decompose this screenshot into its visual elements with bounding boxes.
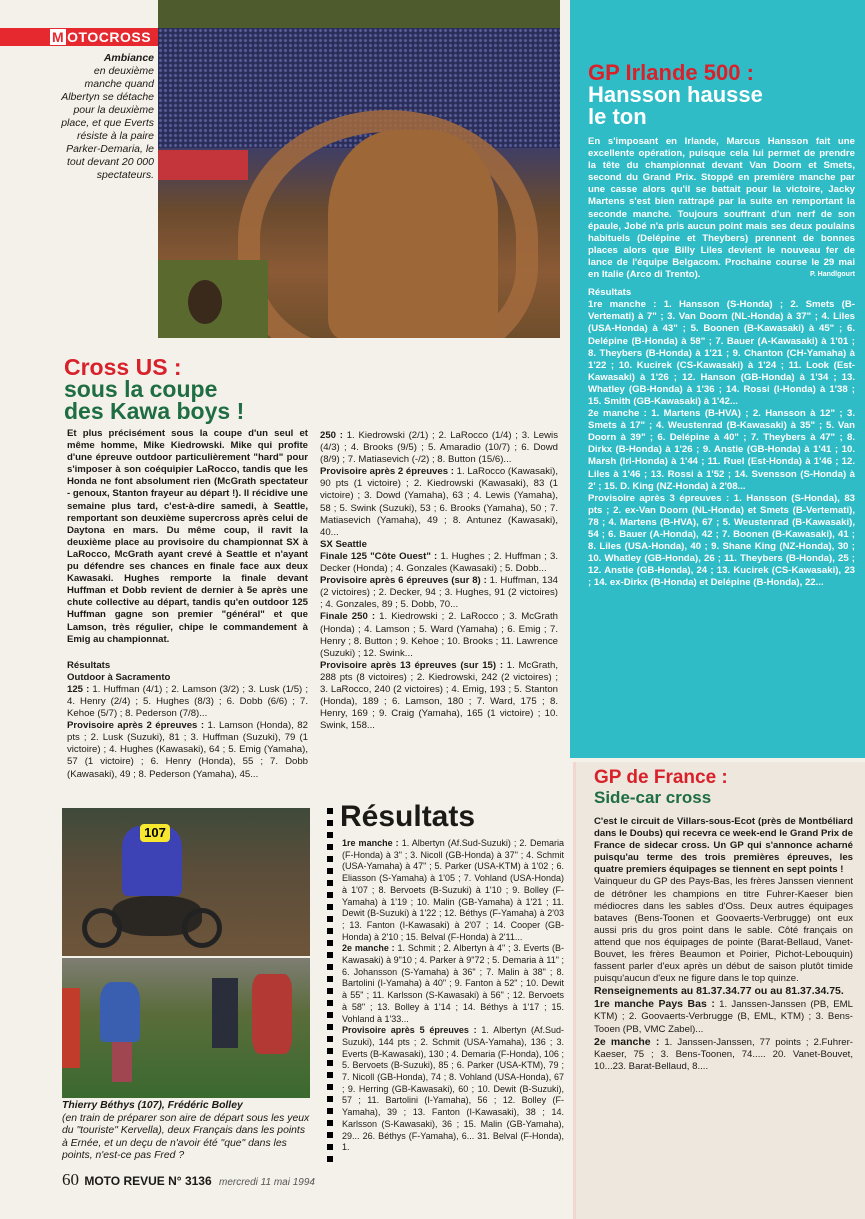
cross-us-f125-label: Finale 125 "Côte Ouest" : — [320, 550, 438, 562]
cross-us-prov125-text: 1. Lamson (Honda), 82 pts ; 2. Lusk (Suzuki), 81 ; 3. Huffman (Suzuki), 79 (1 victoire) ; 4. Hughes (Kawasaki), 64 ; 5. Emig (Yamaha), 57 (1 victoire) ; 6. Henry (Honda), 55 ; 7. Dobb (Kawasaki), 49 ; 8. Pederson (Yamaha), 45... — [67, 720, 308, 780]
magazine-name: MOTO REVUE N° — [84, 1174, 182, 1188]
resultats-title: Résultats — [340, 800, 476, 833]
cross-us-f250-label: Finale 250 : — [320, 611, 376, 623]
resultats-prov — [342, 1025, 564, 1154]
resultats-m1-text: 1. Albertyn (Af.Sud-Suzuki) ; 2. Demaria (F-Honda) à 3" ; 3. Nicoll (GB-Honda) à 37" ; 4. Schmit (USA-Yamaha) à 47" ; 5. Parker (USA-KTM) à 1'02 ; 6. Eliasson (S-Yamaha) à 1'05 ; 7. Vohland (USA-Honda) à 1'07 ; 8. Bervoets (B-Suzuki) à 1'10 ; 9. Bolley (F-Yamaha) à 1'19 ; 10. Malin (GB-Yamaha) à 1'21 ; 11. Dewit (B-Suzuki) à 1'22 ; 12. Béthys (F-Yamaha) à 2'03 ; 13. Fanton (I-Kawasaki) à 2'07 ; 14. Cooper (GB-Honda) à 2'10 ; 15. Belval (F-Honda) à 2'11... — [342, 838, 564, 942]
gp-france-m2-text: 1. Janssen-Janssen, 77 points ; 2.Fuhrer-Kaeser, 75 ; 3. Bens-Toonen, 74..... 20. Vanet-Bouvet, 10...23. Barat-Bellaud, 8.... — [594, 1036, 853, 1072]
resultats-m2-text: 1. Schmit ; 2. Albertyn à 4" ; 3. Everts (B-Kawasaki) à 9"10 ; 4. Parker à 9"72 ; 5. Demaria à 11" ; 6. Johansson (S-Yamaha) à 36" ; 7. Malin à 38" ; 8. Bartolini (I-Yamaha) à 40" ; 9. Fanton à 52" ; 10. Dewit à 55" ; 11. Karlsson (S-Kawasaki) à 56" ; 12. Bervoets à 58" ; 13. Bolley à 1'14 ; 14. Béthys à 1'17 ; 15. Vohland à 1'33... — [342, 943, 564, 1024]
gp-irlande-title-3: le ton — [588, 104, 647, 129]
cross-us-250-text: 1. Kiedrowski (2/1) ; 2. LaRocco (1/4) ; 3. Lewis (4/3) ; 4. Brooks (9/5) ; 5. Amaradio (10/7) ; 6. Dowd (8/9) ; 7. Matiasevich (-/2) ; 8. Button (15/6)... — [320, 430, 558, 466]
cross-us-250-label: 250 : — [320, 430, 343, 441]
section-tag-label: OTOCROSS — [67, 29, 152, 45]
section-tag-initial: M — [52, 29, 65, 45]
cross-us-250 — [320, 430, 558, 466]
resultats-m1 — [342, 838, 564, 943]
cross-us-prov13 — [320, 660, 558, 733]
gp-france-m1-text: 1. Janssen-Janssen (PB, EML KTM) ; 2. Goovaerts-Verbrugge (B, EML, KTM) ; 3. Bens-Tooen (PB, VMC Zabel)... — [594, 999, 853, 1035]
caption-text: en deuxième manche quand Albertyn se détache pour la deuxième place, et que Everts résiste à la paire Parker-Demaria, le tout devant 20 000 spectateurs. — [61, 65, 154, 181]
gp-irlande-prov-text: 1. Hansson (S-Honda), 83 pts ; 2. ex-Van Doorn (NL-Honda) et Smets (B-Vertemati), 78 ; 4. Martens (B-HVA), 67 ; 5. Weustenrad (B-Kawasaki), 54 ; 6. Bauer (A-Honda), 42 ; 7. Boonen (B-Kawasaki), 41 ; 8. Liles (USA-Honda), 40 ; 9. Shane King (NZ-Honda), 30 ; 10. Whatley (GB-Honda), 26 ; 11. Theybers (B-Honda), 25 ; 12. Anstie (GB-Honda), 24 ; 13. Kucirek (CS-Kawasaki), 23 ; 14. ex-Dirkx (B-Honda) et Delépine (B-Honda), 22... — [588, 492, 855, 589]
cross-us-125 — [67, 684, 308, 720]
resultats-checker — [327, 808, 333, 1168]
gp-irlande-signature: P. Handlgourt — [810, 271, 855, 279]
resultats-prov-text: 1. Albertyn (Af.Sud-Suzuki), 144 pts ; 2. Schmit (USA-Yamaha), 136 ; 3. Everts (B-Kawasaki), 130 ; 4. Demaria (F-Honda), 106 ; 5. Bervoets (B-Suzuki), 85 ; 6. Parker (USA-KTM), 79 ; 7. Nicoll (GB-Honda), 74 ; 8. Vohland (USA-Honda), 67 ; 9. Herring (GB-Kawasaki), 60 ; 10. Dewit (B-Suzuki), 57 ; 11. Bartolini (I-Yamaha), 56 ; 12. Bolley (F-Yamaha), 39 ; 13. Fanton (I-Kawasaki), 38 ; 14. Karlsson (S-Kawasaki), 36 ; 15. Malin (GB-Yamaha), 29... 26. Béthys (F-Yamaha), 6... 31. Belval (F-Honda), 1. — [342, 1025, 564, 1153]
cross-us-prov6-text: 1. Huffman, 134 (2 victoires) ; 2. Decker, 94 ; 3. Hughes, 91 (2 victoires) ; 4. Gonzales, 89 ; 5. Dobb, 70... — [320, 575, 558, 611]
cross-us-f125-text: 1. Hughes ; 2. Huffman ; 3. Decker (Honda) ; 4. Gonzales (Kawasaki) ; 5. Dobb... — [320, 550, 558, 575]
resultats-prov-label: Provisoire après 5 épreuves : — [342, 1025, 477, 1036]
gp-france-phone: Renseignements au 81.37.34.77 ou au 81.37.34.75. — [594, 985, 844, 998]
gp-france-intro: C'est le circuit de Villars-sous-Ecot (près de Montbéliard dans le Doubs) qui recevra ce week-end le Grand Prix de France de sidecar cross. Un GP qui s'annonce acharné puisqu'au terme des trois premières épreuves, les quatre premiers équipages se tiennent en sept points ! — [594, 816, 853, 876]
gp-france-para2: Vainqueur du GP des Pays-Bas, les frères Janssen viennent de détrôner les champions en titre Fuhrer-Kaeser bien médiocres dans les sables d'Oss. Deux autres équipages bataves (Bens-Toonen et Goovaerts-Verbrugge) ont eux aussi pris du gros point dans le sable. Côté français on attend que nos équipages de pointe (Barat-Bellaud, Vanet-Bouvet, les frères Beaumon et Poirier, Pichot-Lebouquin) fassent parler d'eux après un début de saison plutôt timide puisqu'aucun d'eux ne figure dans le top quinze. — [594, 876, 853, 985]
gp-france-title-1: GP de France : — [594, 767, 728, 788]
cross-us-prov6-label: Provisoire après 6 épreuves (sur 8) : — [320, 575, 487, 587]
footer — [62, 1170, 562, 1190]
gp-irlande-m2 — [588, 408, 855, 493]
cross-us-title-2: sous la coupe — [64, 376, 218, 402]
issue-date: mercredi 11 mai 1994 — [219, 1177, 315, 1188]
gp-irlande-m2-label: 2e manche : — [588, 408, 647, 420]
cross-us-prov6 — [320, 575, 558, 611]
cross-us-prov13-text: 1. McGrath, 288 pts (8 victoires) ; 2. Kiedrowski, 242 (2 victoires) ; 3. LaRocco, 240 (2 victoires) ; 4. Emig, 193 ; 5. Stanton (Honda), 189 ; 6. Lamson, 180 ; 7. Ward, 175 ; 8. Henry, 169 ; 9. Craig (Yamaha), 165 (1 victoire) ; 10. Swink, 158... — [320, 659, 558, 732]
gp-irlande-m1-text: 1. Hansson (S-Honda) ; 2. Smets (B-Vertemati) à 7" ; 3. Van Doorn (NL-Honda) à 37" ; 4. Liles (USA-Honda) à 43" ; 5. Boonen (B-Kawasaki) à 45" ; 6. Delépine (B-Honda) à 58" ; 7. Bauer (A-Kawasaki) à 1'01 ; 8. Theybers (B-Honda) à 1'21 ; 9. Chanton (CH-Yamaha) à 1'22 ; 10. Kucirek (CS-Kawasaki) à 1'24 ; 11. Look (Est-Kawasaki) à 1'26 ; 12. Hanson (GB-Honda) à 1'34 ; 13. Whatley (GB-Honda) à 1'36 ; 14. Rossi (I-Honda) à 1'38 ; 15. Smith (GB-Kawasaki) à 1'42... — [588, 299, 855, 407]
resultats-block — [342, 800, 564, 1154]
gp-irlande-m2-text: 1. Martens (B-HVA) ; 2. Hansson à 12" ; 3. Smets à 17" ; 4. Weustenrad (B-Kawasaki) à 35" ; 5. Van Doorn à 39" ; 6. Delépine à 40" ; 7. Theybers à 47" ; 8. Dirkx (B-Honda) à 1'26 ; 9. Anstie (GB-Honda) à 1'41 ; 10. Marsh (Irl-Honda) à 1'44 ; 11. Ruel (Est-Honda) à 1'46 ; 12. Liles à 1'46 ; 13. Rossi à 1'52 ; 14. Svensson (S-Honda) à 2' ; 15. D. King (NZ-Honda) à 2'08... — [588, 408, 855, 492]
cross-us-col-1 — [67, 428, 308, 781]
resultats-m2-label: 2e manche : — [342, 943, 395, 954]
cross-us-prov13-label: Provisoire après 13 épreuves (sur 15) : — [320, 659, 504, 671]
gp-france-m1-label: 1re manche Pays Bas : — [594, 998, 715, 1011]
gp-irlande-title-1: GP Irlande 500 : — [588, 60, 754, 85]
bottom-photo-caption — [62, 1100, 312, 1163]
gp-irlande-title-2: Hansson hausse — [588, 82, 763, 107]
resultats-m1-label: 1re manche : — [342, 838, 399, 848]
section-tag — [0, 28, 180, 46]
cross-us-prov125-label: Provisoire après 2 épreuves : — [67, 720, 205, 732]
cross-us-f250 — [320, 611, 558, 659]
cross-us-prov250-text: 1. LaRocco (Kawasaki), 90 pts (1 victoire) ; 2. Kiedrowski (Kawasaki), 83 (1 victoire) ; 3. Dowd (Yamaha), 63 ; 4. Lewis (Yamaha), 58 ; 5. Swink (Suzuki), 53 ; 6. Brooks (Yamaha), 50 ; 7. Matiasevich (Yamaha), 49 ; 8. Antunez (Kawasaki), 40... — [320, 466, 559, 538]
cross-us-col-2 — [320, 430, 558, 732]
resultats-m2 — [342, 943, 564, 1025]
gp-france-m2-label: 2e manche : — [594, 1035, 660, 1048]
cross-us-results-label: Résultats — [67, 659, 111, 671]
gp-irlande-prov-label: Provisoire après 3 épreuves : — [588, 492, 730, 504]
bottom-photo-1 — [62, 808, 310, 956]
gp-irlande-m1 — [588, 299, 855, 408]
page-number: 60 — [62, 1170, 79, 1189]
cross-us-125-text: 1. Huffman (4/1) ; 2. Lamson (3/2) ; 3. Lusk (1/5) ; 4. Henry (2/4) ; 5. Hughes (8/3) ; 6. Dobb (6/6) ; 7. Kehoe (5/7) ; 8. Pederson (7/8)... — [67, 683, 308, 720]
gp-irlande-results-label: Résultats — [588, 287, 632, 299]
cross-us-intro: Et plus précisément sous la coupe d'un seul et même homme, Mike Kiedrowski. Mike qui profite d'une épreuve outdoor particulièrement "hard" pour s'imposer à son coéquipier LaRocco, tandis que les Honda ne font absolument rien (McGrath spectateur - genoux, Stanton frayeur au départ !). Il récidive une semaine plus tard, c'est-à-dire samedi, à Seattle, remportant son deuxième supercross après celui de Daytona en mars. Du même coup, il ravit la deuxième place au provisoire du championnat SX à LaRocco, McGrath ayant crevé à Seattle et n'ayant pu défendre ses chances en finale face aux deux Kawasaki. Hughes remporte la finale devant Huffman et Dobb revient de dernier à 5e après une chute collective au départ, tandis qu'en outdoor 125 Huffman gagne son premier "général" et que Lamson, très régulier, chipe le commandement à Emig au championnat. — [67, 428, 308, 645]
cross-us-title-3: des Kawa boys ! — [64, 398, 245, 424]
gp-france-m1 — [594, 998, 853, 1035]
cross-us-prov250-label: Provisoire après 2 épreuves : — [320, 466, 454, 478]
top-photo — [158, 0, 560, 338]
cross-us-sx-label: SX Seattle — [320, 538, 367, 550]
cross-us-outdoor-label: Outdoor à Sacramento — [67, 671, 171, 683]
gp-irlande-prov — [588, 493, 855, 590]
gp-irlande-box — [570, 0, 865, 758]
bottom-photo-2 — [62, 958, 310, 1098]
gp-irlande-intro-text: En s'imposant en Irlande, Marcus Hansson fait une excellente opération, puisque cela lui permet de prendre la tête du championnat devant Van Doorn et Smets, second du Grand Prix. Stoppé en première manche par une casse alors qu'il se battait pour la victoire, Jacky Martens s'est bien rattrapé par la suite en remportant la seconde manche. Toujours souffrant d'un nerf de son épaule, Jobé n'a pris aucun point mais ses deux poulains habituels (Delépine et Theybers) prennent de bonnes places alors que Billy Liles devient le nouveau fer de lance de l'équipe Belgacom. Prochaine course le 29 mai en Italie (Arco di Trento). — [588, 136, 855, 281]
gp-irlande-m1-label: 1re manche : — [588, 299, 657, 311]
top-photo-caption — [56, 52, 154, 182]
issue-number: 3136 — [184, 1174, 212, 1188]
rider-bib: 107 — [140, 824, 170, 842]
gp-irlande-intro — [588, 136, 855, 281]
gp-france-box — [573, 762, 865, 1219]
cross-us-prov125 — [67, 720, 308, 780]
bottom-caption-text: (en train de préparer son aire de départ sous les yeux du "touriste" Kervella), deux Français dans les points à Ernée, et un deçu de n'avoir été "que" dans les points, n'est-ce pas Fred ? — [62, 1112, 310, 1161]
cross-us-prov250 — [320, 466, 558, 539]
cross-us-125-label: 125 : — [67, 683, 90, 695]
cross-us-f125 — [320, 551, 558, 575]
gp-france-m2 — [594, 1036, 853, 1073]
cross-us-f250-text: 1. Kiedrowski ; 2. LaRocco ; 3. McGrath (Honda) ; 4. Lamson ; 5. Ward (Yamaha) ; 6. Emig ; 7. Henry ; 8. Button ; 9. Kehoe ; 10. Brooks ; 11. Lawrence (Suzuki) ; 12. Swink... — [320, 611, 558, 659]
cross-us-title — [64, 356, 304, 422]
caption-title: Ambiance — [103, 52, 154, 64]
bottom-caption-title: Thierry Béthys (107), Frédéric Bolley — [62, 1100, 243, 1111]
cross-us-title-1: Cross US : — [64, 354, 182, 380]
gp-france-title-2: Side-car cross — [594, 788, 712, 807]
